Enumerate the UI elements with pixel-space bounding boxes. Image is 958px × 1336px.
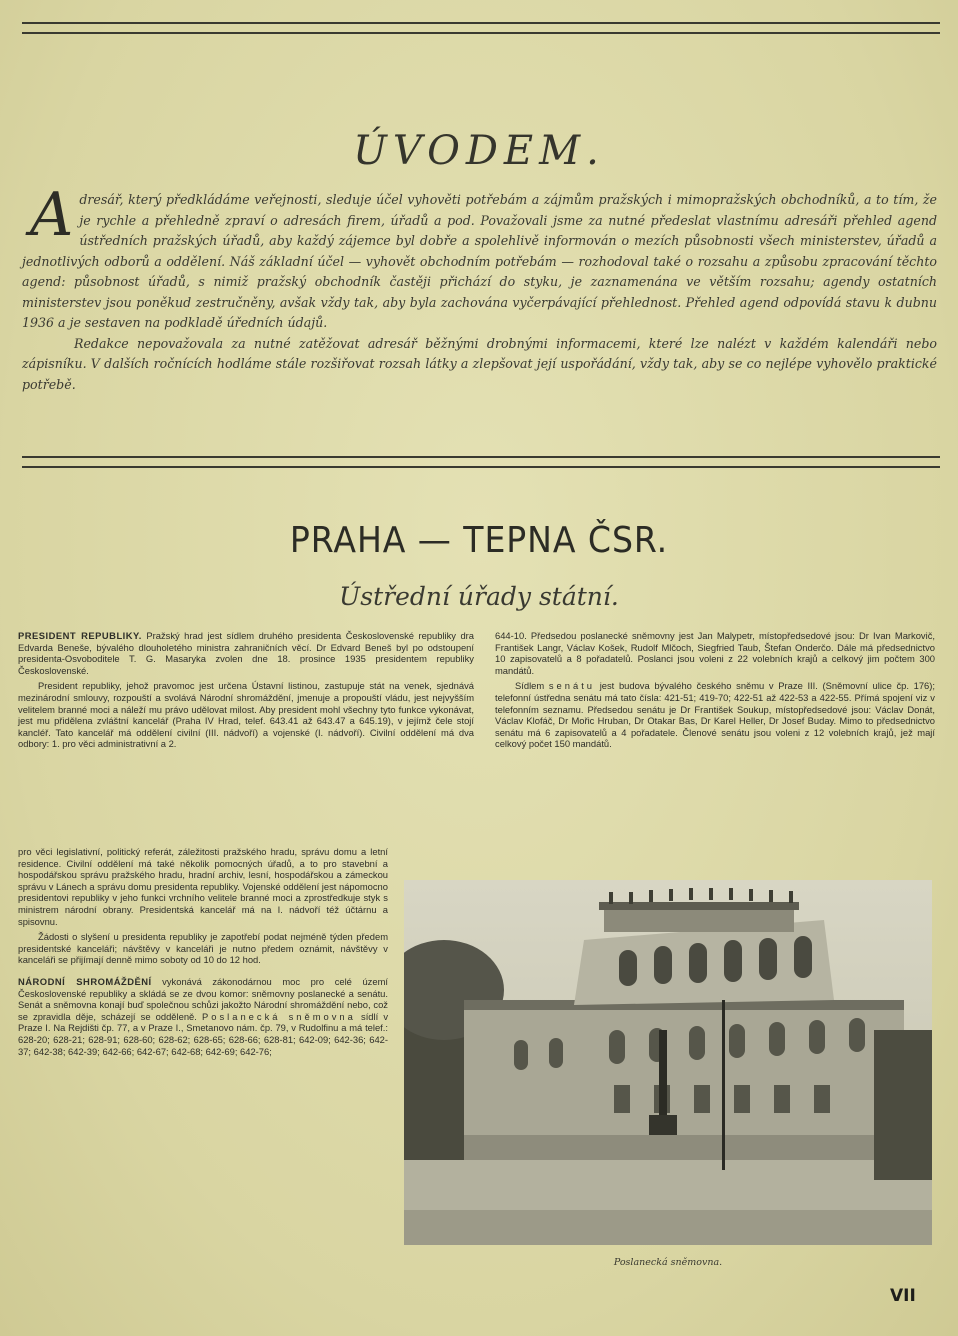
president-paragraph-2: President republiky, jehož pravomoc jest určena Ústavní listinou, zastupuje stát na venek, sjednává mezinárodní smlouvy, rozpouští a svolává Národní shromáždění, jmenuje a propouští vládu, jest nejvyšším velitelem branné moci a náleží mu právo udělovat milost. Aby president mohl všechny tyto funkce vykonávat, jest mu přidělena zvláštní kancelář (Praha IV Hrad, telef. 643.41 až 643.47 a 645.19), v jejímž čele stojí kancléř. Tato kancelář má oddělení civilní (III. nádvoří) a vojenské (I. nádvoří). Civilní oddělení má dva odbory: 1. pro věci administrativní a 2. — [18, 680, 474, 750]
president-paragraph-1: Pražský hrad jest sídlem druhého presidenta Československé republiky dra Edvarda Beneše, bývalého dlouholetého ministra zahraničních věcí. Dr Edvard Beneš byl po odstoupení presidenta-Osvoboditele T. G. Masaryka zvolen dne 18. prosince 1935 presidentem republiky Československé. — [18, 630, 474, 676]
chamber-of-deputies-label: Poslanecká sněmovna — [202, 1010, 356, 1022]
senate-label: senátu — [548, 680, 596, 692]
middle-double-rule — [22, 456, 940, 468]
heading-national-assembly: NÁRODNÍ SHROMÁŽDĚNÍ — [18, 975, 152, 987]
intro-paragraph-2: Redakce nepovažovala za nutné zatěžovat adresář běžnými drobnými informacemi, které lze nalézt v každém kalendáři nebo zápisníku. V dalších ročnících hodláme stále rozšiřovat rozsah látky a zlepšovat její uspořádání, vždy tak, aby se co nejlépe vyhovělo praktické potřebě. — [22, 335, 937, 392]
rudolfinum-illustration — [404, 880, 932, 1245]
building-photo — [404, 880, 932, 1245]
senate-paragraph-a: Sídlem — [515, 680, 545, 692]
top-double-rule — [22, 22, 940, 34]
page-number: VII — [890, 1286, 916, 1306]
drop-cap: A — [30, 180, 74, 250]
right-column — [495, 630, 935, 754]
intro-text — [22, 180, 937, 395]
photo-caption: Poslanecká sněmovna. — [613, 1257, 723, 1268]
president-paragraph-2-cont: pro věci legislativní, politický referát, záležitosti pražského hradu, správu domu a letní residence. Civilní oddělení má také několik pomocných úřadů, a to pro stavební a hospodářskou správu pražského hradu, hradní archiv, lesní, hospodářskou a zámeckou správu v Lánech a správu domu presidenta republiky. Vojenské oddělení jest nápomocno presidentovi republiky v jeho funkci vrchního velitele branné moci a zprostředkuje styk s ministrem národní obrany. Presidentská kancelář má na I. nádvoří též účtárnu a spisovnu. — [18, 846, 388, 927]
main-title: PRAHA — TEPNA ČSR. — [289, 520, 669, 561]
intro-paragraph-1: dresář, který předkládáme veřejnosti, sleduje účel vyhověti potřebám a zájmům pražských i mimopražských obchodníků, a to tím, že je rychle a přehledně zpraví o adresách firem, úřadů a pod. Považovali jsme za nutné předeslat vlastnímu adresáři přehled agend ústředních pražských úřadů, aby každý zájemce byl dobře a spolehlivě informován o mezích působnosti všech ministerstev, úřadů a jednotlivých odborů a oddělení. Náš základní účel — vyhovět obchodním potřebám — rozhodoval také o rozsahu a způsobu zpracování těchto agend: působnost úřadů, s nimiž pražský obchodník častěji přichází do styku, je zaznamenána ve větším rozsahu; agendy ostatních ministerstev jsou poněkud zestručněny, avšak vždy tak, aby byla zachována vyčerpávající přehlednost. Přehled agend odpovídá stavu k dubnu 1936 a je sestaven na podkladě úředních údajů. — [22, 192, 937, 330]
left-column-top — [18, 630, 474, 754]
senate-paragraph-b: jest budova bývalého českého sněmu v Praze III. (Sněmovní ulice čp. 176); telefonní ústředna senátu má tato čísla: 421-51; 419-70; 422-51 až 422-53 a 422-55. Přímá spojení viz v telefonním seznamu. Předsedou senátu je Dr František Soukup, místopředsedové jsou: Václav Donát, Václav Klofáč, Dr Mořic Hruban, Dr Otakar Bas, Dr Karel Heller, Dr Josef Buday. Mimo to předsednictvo senátu má 6 zapisovatelů a 4 pořadatele. Členové senátu jsou voleni z 12 volebních krajů, jež mají celkový počet 150 mandátů. — [495, 680, 936, 750]
president-paragraph-3: Žádosti o slyšení u presidenta republiky je zapotřebí podat nejméně týden předem presidentské kanceláři; návštěvy v kanceláři je nutno předem oznámit, návštěvy v kanceláři se přijímají denně mimo soboty od 10 do 12 hod. — [18, 931, 388, 966]
heading-president: PRESIDENT REPUBLIKY. — [18, 630, 142, 641]
assembly-paragraph-a: vykonává zákonodárnou moc pro celé území Československé republiky a skládá se ze dvou komor: sněmovny poslanecké a senátu. Senát a sněmovna konají buď společnou schůzi jakožto Národní shromáždění nebo, což se zpravidla děje, scházejí se odděleně. — [18, 975, 388, 1022]
assembly-paragraph-b: sídlí v Praze I. Na Rejdišti čp. 77, a v Praze I., Smetanovo nám. čp. 79, v Rudolfinu a má telef.: 628-20; 628-21; 628-91; 628-60; 628-62; 628-65; 628-66; 628-81; 642-09; 642-36; 642-37; 642-38; 642-39; 642-66; 642-67; 642-68; 642-69; 642-76; — [18, 1010, 389, 1057]
deputies-paragraph: 644-10. Předsedou poslanecké sněmovny jest Jan Malypetr, místopředsedové jsou: Dr Ivan Markovič, František Langr, Václav Košek, Rudolf Mlčoch, Siegfried Taub, Štefan Onderčo. Dále má předsednictvo 10 zapisovatelů a 8 pořadatelů. Poslanci jsou voleni z 22 volebních krajů a celkový jim počtem 300 mandátů. — [495, 630, 935, 676]
left-column-narrow — [18, 846, 388, 1061]
intro-title: ÚVODEM. — [353, 128, 605, 174]
section-subtitle: Ústřední úřady státní. — [339, 582, 619, 611]
